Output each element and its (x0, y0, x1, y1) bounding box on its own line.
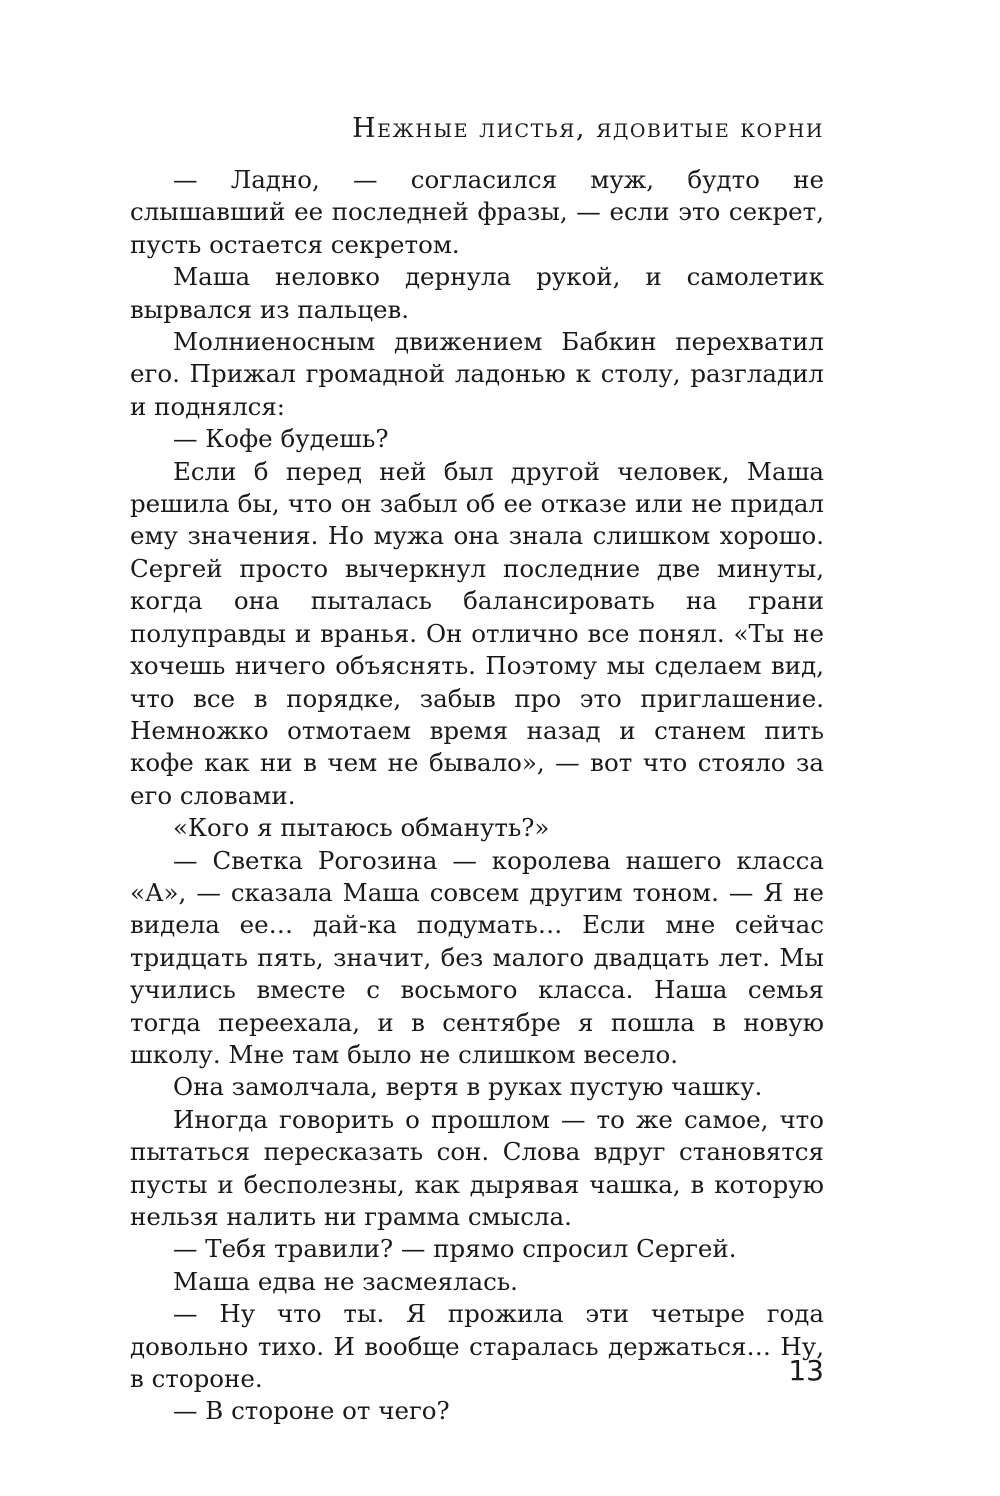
paragraph: «Кого я пытаюсь обмануть?» (173, 813, 550, 843)
paragraph: — Ладно, — согласился муж, будто не слышавший ее последней фразы, — если это секрет, пусть остается секретом. (130, 165, 824, 259)
paragraph: — Тебя травили? — прямо спросил Сергей. (173, 1234, 737, 1264)
page-number: 13 (788, 1354, 824, 1387)
paragraph: Иногда говорить о прошлом — то же самое, что пытаться пересказать сон. Слова вдруг становятся пусты и бесполезны, как дырявая чашка, в которую нельзя налить ни грамма смысла. (130, 1104, 824, 1231)
paragraph: — В стороне от чего? (173, 1396, 450, 1426)
paragraph: — Светка Рогозина — королева нашего класса «А», — сказала Маша совсем другим тоном. — Я не видела ее… дай-ка подумать… Если мне сейчас тридцать пять, значит, без малого двадцать лет. Мы учились вместе с восьмого класса. Наша семья тогда переехала, и в сентябре я пошла в новую школу. Мне там было не слишком весело. (130, 845, 824, 1069)
paragraph: Маша едва не засмеялась. (173, 1266, 518, 1296)
paragraph: Она замолчала, вертя в руках пустую чашку. (173, 1072, 763, 1102)
body-text (130, 164, 824, 1428)
paragraph: — Кофе будешь? (173, 424, 389, 454)
paragraph: Молниеносным движением Бабкин перехватил его. Прижал громадной ладонью к столу, разгладил и поднялся: (130, 327, 824, 421)
running-header: Нежные листья, ядовитые корни (352, 113, 824, 144)
paragraph: — Ну что ты. Я прожила эти четыре года довольно тихо. И вообще старалась держаться… Ну, в стороне. (130, 1299, 824, 1394)
paragraph: Если б перед ней был другой человек, Маша решила бы, что он забыл об ее отказе или не придал ему значения. Но мужа она знала слишком хорошо. Сергей просто вычеркнул последние две минуты, когда она пыталась балансировать на грани полуправды и вранья. Он отлично все понял. «Ты не хочешь ничего объяснять. Поэтому мы сделаем вид, что все в порядке, забыв про это приглашение. Немножко отмотаем время назад и станем пить кофе как ни в чем не бывало», — вот что стояло за его словами. (130, 456, 824, 810)
paragraph: Маша неловко дернула рукой, и самолетик вырвался из пальцев. (130, 262, 824, 324)
